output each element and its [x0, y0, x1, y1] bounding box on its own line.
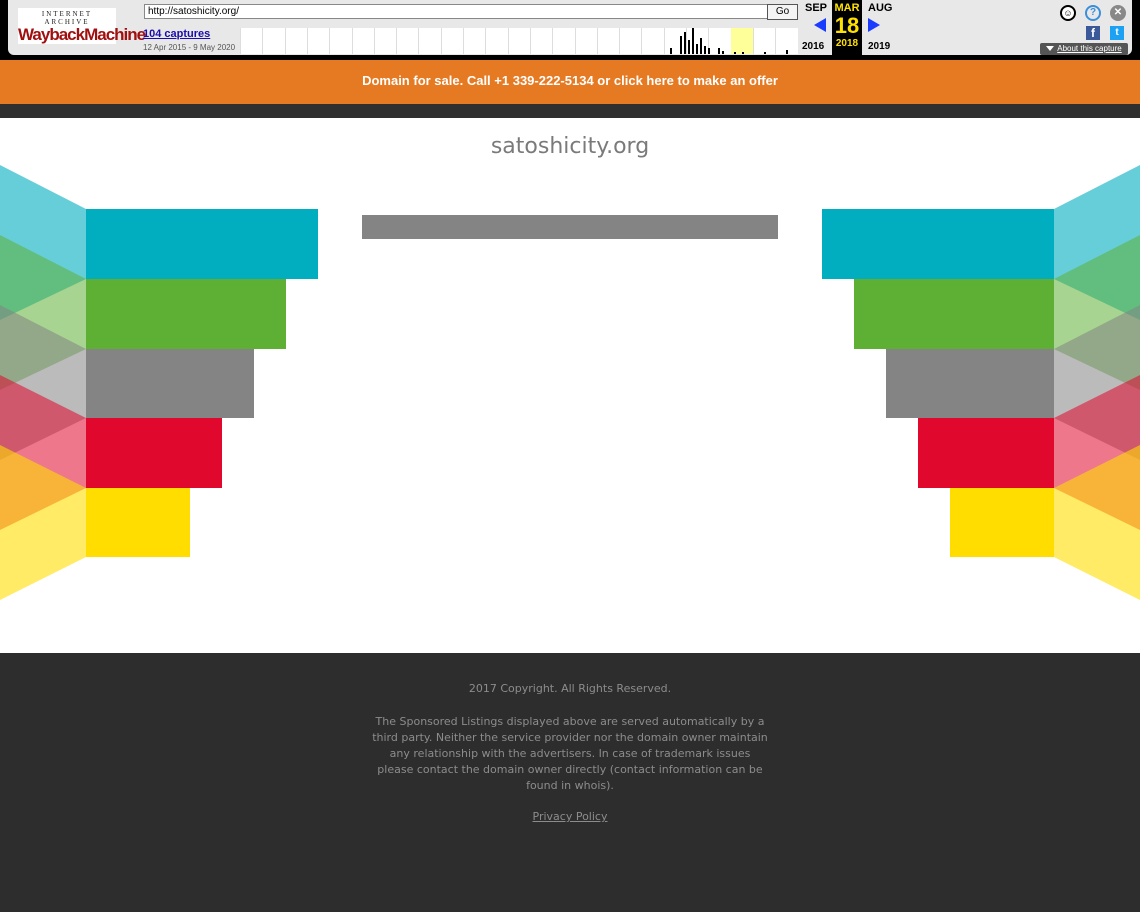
sparkline-capture-bar — [696, 44, 698, 54]
sparkline-month-cell[interactable] — [463, 28, 486, 54]
sparkline-capture-bar — [704, 46, 706, 54]
sparkline-month-cell[interactable] — [307, 28, 330, 54]
prev-month-label[interactable]: SEP — [805, 2, 828, 14]
header-divider — [0, 104, 1140, 118]
prev-capture-arrow-icon[interactable] — [814, 18, 826, 32]
footer — [0, 653, 1140, 912]
sparkline-month-cell[interactable] — [597, 28, 620, 54]
left-bar-gray — [86, 349, 254, 418]
site-title: satoshicity.org — [490, 134, 650, 159]
sparkline-capture-bar — [722, 51, 724, 54]
wayback-toolbar-panel — [8, 0, 1132, 55]
current-day-label: 18 — [834, 13, 860, 38]
right-bar-green — [854, 279, 1054, 349]
sparkline-month-cell[interactable] — [753, 28, 776, 54]
url-input[interactable]: http://satoshicity.org/ — [144, 4, 768, 19]
go-button[interactable]: Go — [767, 4, 798, 20]
current-year-label: 2018 — [835, 38, 859, 49]
sparkline-capture-bar — [742, 52, 744, 54]
sparkline-capture-bar — [680, 36, 682, 54]
left-bar-teal — [86, 209, 318, 279]
sparkline-month-cell[interactable] — [441, 28, 464, 54]
sparkline-month-cell[interactable] — [575, 28, 598, 54]
sparkline-month-cell[interactable] — [262, 28, 285, 54]
capture-date-range: 12 Apr 2015 - 9 May 2020 — [143, 43, 236, 52]
next-year-label[interactable]: 2019 — [868, 41, 891, 52]
sparkline-capture-bar — [718, 48, 720, 54]
close-icon[interactable]: ✕ — [1110, 5, 1126, 21]
sparkline-month-cell[interactable] — [619, 28, 642, 54]
about-capture-label: About this capture — [1057, 44, 1122, 53]
left-bar-yellow — [86, 488, 190, 557]
privacy-policy — [0, 810, 1140, 823]
sparkline-month-cell[interactable] — [240, 28, 263, 54]
current-capture-date — [832, 0, 862, 55]
right-bar-gray — [886, 349, 1054, 418]
left-bar-red — [86, 418, 222, 488]
wayback-logo-top: INTERNET ARCHIVE — [41, 10, 93, 26]
sparkline-capture-bar — [692, 28, 694, 54]
sparkline-month-cell[interactable] — [396, 28, 419, 54]
sparkline-capture-bar — [708, 48, 710, 54]
sparkline-month-cell[interactable] — [641, 28, 664, 54]
domain-sale-banner[interactable]: Domain for sale. Call +1 339-222-5134 or click here to make an offer — [0, 60, 1140, 104]
sparkline-month-cell[interactable] — [530, 28, 553, 54]
sparkline-month-cell[interactable] — [285, 28, 308, 54]
about-capture-button[interactable] — [1040, 43, 1128, 55]
sparkline-month-cell[interactable] — [508, 28, 531, 54]
sparkline-capture-bar — [688, 40, 690, 54]
next-month-label[interactable]: AUG — [868, 2, 893, 14]
captures-link[interactable]: 104 captures — [143, 28, 211, 40]
user-icon[interactable]: ☺ — [1060, 5, 1076, 21]
sparkline-capture-bar — [700, 38, 702, 54]
wayback-logo-main: WaybackMachine — [18, 25, 146, 44]
left-bar-green — [86, 279, 286, 349]
sparkline-capture-bar — [734, 52, 736, 54]
sparkline-month-cell[interactable] — [374, 28, 397, 54]
sparkline-capture-bar — [786, 50, 788, 54]
twitter-icon[interactable]: t — [1110, 26, 1124, 40]
right-bar-teal — [822, 209, 1054, 279]
copyright-text: 2017 Copyright. All Rights Reserved. — [468, 682, 672, 695]
sparkline-month-cell[interactable] — [352, 28, 375, 54]
capture-sparkline[interactable] — [240, 28, 798, 54]
disclaimer-text: The Sponsored Listings displayed above are served automatically by a third party. Neither the service provider nor the domain owner maintain any relationship with the advertisers. In case of trademark issues please contact the domain owner directly (contact information can be found in whois). — [372, 715, 768, 792]
right-bar-yellow — [950, 488, 1054, 557]
sparkline-capture-bar — [670, 48, 672, 54]
wayback-logo[interactable] — [18, 8, 146, 44]
sparkline-month-cell[interactable] — [552, 28, 575, 54]
sparkline-month-cell[interactable] — [329, 28, 352, 54]
search-bar[interactable] — [362, 215, 778, 239]
wayback-toolbar — [0, 0, 1140, 60]
triangle-down-icon — [1046, 46, 1054, 51]
privacy-policy-link[interactable]: Privacy Policy — [532, 810, 608, 823]
right-bar-red — [918, 418, 1054, 488]
sparkline-current-highlight — [731, 28, 753, 54]
sparkline-capture-bar — [764, 52, 766, 54]
next-capture-arrow-icon[interactable] — [868, 18, 880, 32]
facebook-icon[interactable]: f — [1086, 26, 1100, 40]
sparkline-month-cell[interactable] — [485, 28, 508, 54]
prev-year-label[interactable]: 2016 — [802, 41, 825, 52]
help-icon[interactable]: ? — [1085, 5, 1101, 21]
sparkline-capture-bar — [684, 32, 686, 54]
sparkline-month-cell[interactable] — [418, 28, 441, 54]
current-month-label: MAR — [834, 2, 860, 14]
